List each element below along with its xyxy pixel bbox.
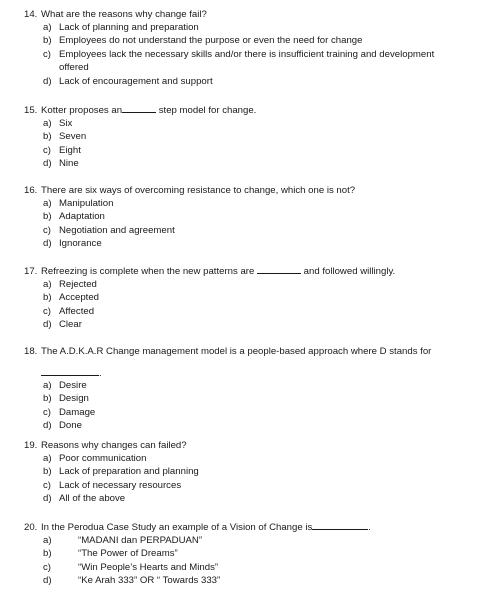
question-number: 19. <box>24 440 38 451</box>
option-letter: d) <box>43 575 52 587</box>
question-stem <box>24 103 464 117</box>
answer-blank[interactable] <box>312 520 368 530</box>
option-text: “MADANI dan PERPADUAN” <box>78 535 203 546</box>
question-20 <box>24 520 464 588</box>
question-stem <box>24 520 464 534</box>
question-number: 20. <box>24 522 38 533</box>
answer-blank[interactable] <box>41 366 99 376</box>
option-text: Employees do not understand the purpose or even the need for change <box>59 35 363 47</box>
option-c[interactable] <box>24 224 464 237</box>
option-list <box>24 21 464 88</box>
option-text: Nine <box>59 158 79 170</box>
question-text: step model for change. <box>158 105 257 116</box>
option-b[interactable] <box>24 130 464 143</box>
option-b[interactable] <box>24 291 464 304</box>
option-text: Seven <box>59 131 87 143</box>
question-text: . <box>99 368 102 379</box>
option-list <box>24 534 464 588</box>
question-number: 17. <box>24 266 38 277</box>
option-d[interactable] <box>24 419 464 432</box>
option-letter: b) <box>43 466 52 478</box>
option-text: “Win People’s Hearts and Minds” <box>78 561 219 573</box>
option-letter: d) <box>43 420 52 432</box>
option-text: Lack of preparation and planning <box>59 466 199 478</box>
question-text: The A.D.K.A.R Change management model is a people-based approach where D stands for <box>41 346 432 357</box>
option-d[interactable] <box>24 75 464 88</box>
option-d[interactable] <box>24 574 464 587</box>
option-text: Desire <box>59 380 87 391</box>
option-letter: a) <box>43 279 52 290</box>
option-text: Poor communication <box>59 453 147 464</box>
option-letter: a) <box>43 22 52 33</box>
option-text: Ignorance <box>59 238 102 250</box>
question-text: In the Perodua Case Study an example of a Vision of Change is <box>41 522 313 533</box>
option-text: Accepted <box>59 292 100 304</box>
option-letter: d) <box>43 319 52 331</box>
option-b[interactable] <box>24 210 464 223</box>
option-letter: c) <box>43 224 51 236</box>
option-text: Design <box>59 393 89 405</box>
option-text: Negotiation and agreement <box>59 224 175 236</box>
option-letter: a) <box>43 380 52 391</box>
answer-blank[interactable] <box>257 264 301 274</box>
answer-blank[interactable] <box>122 103 156 113</box>
option-list <box>24 278 464 332</box>
option-b[interactable] <box>24 34 464 47</box>
option-a[interactable] <box>24 278 464 291</box>
option-list <box>24 379 464 433</box>
question-17 <box>24 264 464 332</box>
option-text: Six <box>59 118 73 129</box>
option-c[interactable] <box>24 561 464 574</box>
option-text: Done <box>59 420 82 432</box>
question-19 <box>24 439 464 506</box>
question-text: Reasons why changes can failed? <box>41 440 187 451</box>
option-letter: d) <box>43 493 52 505</box>
option-d[interactable] <box>24 237 464 250</box>
option-a[interactable] <box>24 197 464 210</box>
option-letter: d) <box>43 75 52 87</box>
option-text: Lack of necessary resources <box>59 479 182 491</box>
question-text: . <box>368 522 371 533</box>
question-number: 16. <box>24 185 38 196</box>
option-b[interactable] <box>24 465 464 478</box>
option-text: Clear <box>59 319 82 331</box>
question-text: and followed willingly. <box>303 266 396 277</box>
question-number: 15. <box>24 105 38 116</box>
option-a[interactable] <box>24 452 464 465</box>
option-letter: b) <box>43 292 52 304</box>
option-a[interactable] <box>24 379 464 392</box>
option-text: Adaptation <box>59 211 105 223</box>
option-letter: c) <box>43 561 51 573</box>
option-letter: b) <box>43 393 52 405</box>
option-letter: b) <box>43 548 52 560</box>
option-text: Manipulation <box>59 198 114 209</box>
option-c[interactable] <box>24 305 464 318</box>
option-letter: c) <box>43 144 51 156</box>
option-text: Damage <box>59 406 96 418</box>
question-14 <box>24 8 464 88</box>
option-text: Lack of encouragement and support <box>59 75 213 87</box>
option-letter: d) <box>43 158 52 170</box>
question-stem <box>24 8 464 21</box>
option-text: Lack of planning and preparation <box>59 22 199 33</box>
option-letter: b) <box>43 35 52 47</box>
option-list <box>24 452 464 506</box>
question-text: Kotter proposes an <box>41 105 123 116</box>
question-stem <box>24 345 464 358</box>
option-text: “The Power of Dreams” <box>78 548 178 560</box>
option-a[interactable] <box>24 534 464 547</box>
question-stem <box>24 184 464 197</box>
option-letter: c) <box>43 406 51 418</box>
option-letter: a) <box>43 198 52 209</box>
option-d[interactable] <box>24 492 464 505</box>
question-text: Refreezing is complete when the new patterns are <box>41 266 255 277</box>
option-letter: c) <box>43 479 51 491</box>
option-c[interactable] <box>24 144 464 157</box>
question-16 <box>24 184 464 251</box>
question-text: What are the reasons why change fail? <box>41 9 207 20</box>
question-text: There are six ways of overcoming resistance to change, which one is not? <box>41 185 356 196</box>
option-text: Rejected <box>59 279 97 290</box>
question-number: 14. <box>24 9 38 20</box>
option-letter: b) <box>43 211 52 223</box>
option-letter: a) <box>43 453 52 464</box>
question-stem <box>24 264 464 278</box>
option-text: Employees lack the necessary skills and/or there is insufficient training and development offered <box>59 48 435 74</box>
option-d[interactable] <box>24 318 464 331</box>
option-d[interactable] <box>24 157 464 170</box>
option-text: All of the above <box>59 493 126 505</box>
option-text: Eight <box>59 144 81 156</box>
option-c[interactable] <box>24 48 461 75</box>
option-letter: c) <box>43 48 51 60</box>
option-list <box>24 117 464 171</box>
option-letter: d) <box>43 238 52 250</box>
option-text: “Ke Arah 333” OR “ Towards 333” <box>78 575 221 587</box>
option-a[interactable] <box>24 117 464 130</box>
option-a[interactable] <box>24 21 464 34</box>
option-text: Affected <box>59 305 95 317</box>
option-list <box>24 197 464 251</box>
option-b[interactable] <box>24 392 464 405</box>
option-c[interactable] <box>24 406 464 419</box>
question-18 <box>24 345 464 433</box>
option-letter: a) <box>43 535 52 546</box>
question-15 <box>24 103 464 171</box>
question-number: 18. <box>24 346 38 357</box>
option-letter: c) <box>43 305 51 317</box>
option-b[interactable] <box>24 547 464 560</box>
option-letter: b) <box>43 131 52 143</box>
question-stem <box>24 439 464 452</box>
answer-blank-line <box>24 366 464 379</box>
option-c[interactable] <box>24 479 464 492</box>
option-letter: a) <box>43 118 52 129</box>
